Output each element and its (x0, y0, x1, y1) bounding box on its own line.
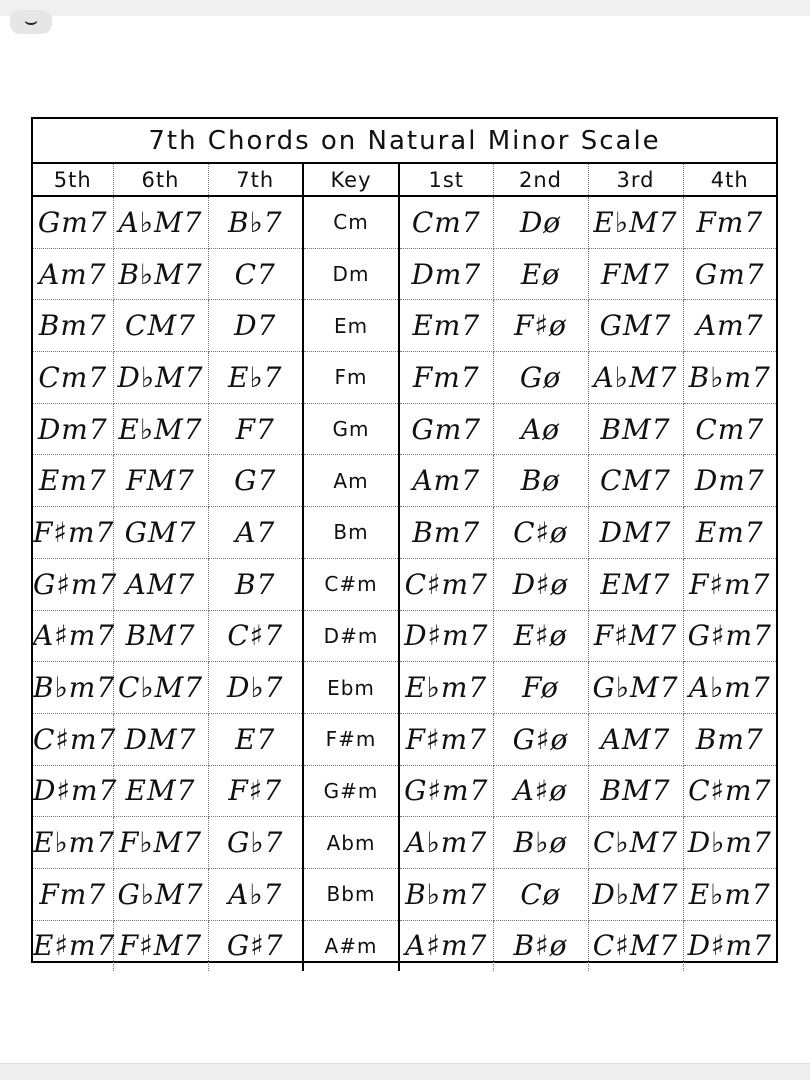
chord-cell: D♯m7 (687, 929, 772, 963)
chord-cell: G♭M7 (113, 868, 208, 920)
chord-cell: F♯7 (208, 765, 303, 817)
chord-cell: D♯m7 (399, 610, 493, 662)
table-row (33, 920, 776, 971)
chord-cell: B7 (208, 558, 303, 610)
chord-cell: BM7 (588, 765, 683, 817)
chord-cell: FM7 (113, 455, 208, 507)
chord-cell: A♭m7 (683, 662, 776, 714)
chord-cell: Gm7 (399, 403, 493, 455)
chord-cell: F♯m7 (399, 713, 493, 765)
chord-cell: EM7 (588, 558, 683, 610)
chord-cell: Bm7 (399, 507, 493, 559)
chord-cell: Em7 (683, 507, 776, 559)
chord-cell: Fm7 (33, 868, 113, 920)
chord-cell: E♯ø (493, 610, 588, 662)
chord-cell: D♭m7 (683, 817, 776, 869)
column-header: 4th (683, 164, 776, 196)
chord-cell: Fm7 (683, 196, 776, 248)
key-cell: Ebm (303, 662, 399, 714)
chord-cell: E♭M7 (588, 196, 683, 248)
chord-cell: Dm7 (33, 403, 113, 455)
chord-cell: E♭M7 (113, 403, 208, 455)
chord-cell: B♭m7 (33, 662, 113, 714)
chord-cell: A♯m7 (399, 920, 493, 971)
chord-cell: E7 (208, 713, 303, 765)
chevron-down-icon: ⌣ (23, 9, 39, 34)
chord-cell: Bø (493, 455, 588, 507)
chord-cell: F♯M7 (113, 920, 208, 971)
chord-cell: D♯m7 (33, 765, 113, 817)
chord-cell: AM7 (588, 713, 683, 765)
chord-cell: DM7 (113, 713, 208, 765)
chord-cell: Dm7 (399, 248, 493, 300)
chord-cell: F♯m7 (683, 558, 776, 610)
chord-cell: F♭M7 (113, 817, 208, 869)
table-row (33, 352, 776, 404)
chord-cell: Bm7 (683, 713, 776, 765)
table-row (33, 713, 776, 765)
column-header: 6th (113, 164, 208, 196)
chord-cell: G♭M7 (588, 662, 683, 714)
chord-cell: B♯ø (493, 920, 588, 971)
key-cell: F#m (303, 713, 399, 765)
chord-cell: Dm7 (683, 455, 776, 507)
chord-cell: GM7 (113, 507, 208, 559)
chord-cell: C♯7 (208, 610, 303, 662)
chord-cell: A♯ø (493, 765, 588, 817)
chord-cell: B♭m7 (683, 352, 776, 404)
chord-cell: Am7 (33, 248, 113, 300)
chord-cell: GM7 (588, 300, 683, 352)
collapse-button[interactable] (10, 10, 52, 34)
chord-cell: G♯m7 (399, 765, 493, 817)
chord-cell: D♭M7 (113, 352, 208, 404)
chord-cell: Cø (493, 868, 588, 920)
key-cell: Gm (303, 403, 399, 455)
chord-cell: D♭7 (208, 662, 303, 714)
key-cell: Em (303, 300, 399, 352)
chord-cell: A♭M7 (588, 352, 683, 404)
chord-cell: CM7 (588, 455, 683, 507)
chord-cell: Gm7 (33, 196, 113, 248)
chord-cell: A7 (208, 507, 303, 559)
chord-cell: Bm7 (33, 300, 113, 352)
chord-cell: G♭7 (208, 817, 303, 869)
chord-cell: G7 (208, 455, 303, 507)
chord-cell: AM7 (113, 558, 208, 610)
chord-cell: Gm7 (683, 248, 776, 300)
chord-cell: DM7 (588, 507, 683, 559)
table-row (33, 765, 776, 817)
chord-cell: C♯ø (493, 507, 588, 559)
chord-cell: B♭m7 (399, 868, 493, 920)
chord-cell: Aø (493, 403, 588, 455)
table-row (33, 455, 776, 507)
chord-cell: Am7 (399, 455, 493, 507)
table-row (33, 662, 776, 714)
table-row (33, 300, 776, 352)
chord-cell: F♯m7 (33, 507, 113, 559)
key-cell: Abm (303, 817, 399, 869)
chord-cell: F♯ø (493, 300, 588, 352)
chord-rows (33, 196, 776, 971)
column-header: 7th (208, 164, 303, 196)
table-row (33, 558, 776, 610)
column-header: Key (303, 164, 399, 196)
chart-title: 7th Chords on Natural Minor Scale (33, 119, 776, 164)
key-cell: D#m (303, 610, 399, 662)
chord-cell: Am7 (683, 300, 776, 352)
chord-cell: Dø (493, 196, 588, 248)
key-cell: Am (303, 455, 399, 507)
chord-cell: F♯M7 (588, 610, 683, 662)
chord-cell: G♯7 (208, 920, 303, 971)
chord-cell: Fø (493, 662, 588, 714)
chord-cell: F7 (208, 403, 303, 455)
chord-cell: C♭M7 (588, 817, 683, 869)
chord-cell: E♭7 (208, 352, 303, 404)
header-row (33, 164, 776, 196)
chord-cell: G♯m7 (683, 610, 776, 662)
column-header: 1st (399, 164, 493, 196)
chord-table (33, 164, 776, 971)
chord-cell: B♭M7 (113, 248, 208, 300)
chord-cell: D♭M7 (588, 868, 683, 920)
key-cell: Dm (303, 248, 399, 300)
chord-cell: C♯m7 (33, 713, 113, 765)
top-bar (0, 0, 810, 16)
chord-cell: G♯m7 (33, 558, 113, 610)
table-row (33, 196, 776, 248)
chord-cell: C♯m7 (683, 765, 776, 817)
chord-cell: Cm7 (683, 403, 776, 455)
chord-cell: BM7 (113, 610, 208, 662)
table-row (33, 610, 776, 662)
chord-cell: Em7 (33, 455, 113, 507)
chord-cell: A♭m7 (399, 817, 493, 869)
chord-cell: Gø (493, 352, 588, 404)
table-row (33, 248, 776, 300)
chord-cell: B♭ø (493, 817, 588, 869)
key-cell: C#m (303, 558, 399, 610)
chord-cell: E♭m7 (399, 662, 493, 714)
chord-cell: A♭M7 (113, 196, 208, 248)
chord-cell: CM7 (113, 300, 208, 352)
chord-cell: Cm7 (33, 352, 113, 404)
chord-cell: E♯m7 (33, 920, 113, 971)
chord-cell: Fm7 (399, 352, 493, 404)
chord-cell: E♭m7 (683, 868, 776, 920)
chord-chart (31, 117, 778, 963)
key-cell: Bbm (303, 868, 399, 920)
column-header: 3rd (588, 164, 683, 196)
chord-cell: C♯m7 (399, 558, 493, 610)
chord-cell: B♭7 (208, 196, 303, 248)
chord-cell: D♯ø (493, 558, 588, 610)
key-cell: G#m (303, 765, 399, 817)
chord-cell: C7 (208, 248, 303, 300)
chord-cell: C♯M7 (588, 920, 683, 971)
chord-cell: Cm7 (399, 196, 493, 248)
key-cell: Cm (303, 196, 399, 248)
chord-cell: E♭m7 (33, 817, 113, 869)
chord-cell: C♭M7 (113, 662, 208, 714)
chord-cell: A♯m7 (33, 610, 113, 662)
key-cell: Fm (303, 352, 399, 404)
table-row (33, 868, 776, 920)
chord-cell: G♯ø (493, 713, 588, 765)
chord-cell: BM7 (588, 403, 683, 455)
column-header: 2nd (493, 164, 588, 196)
bottom-bar (0, 1063, 810, 1080)
chord-cell: Eø (493, 248, 588, 300)
key-cell: A#m (303, 920, 399, 971)
chord-cell: EM7 (113, 765, 208, 817)
table-row (33, 403, 776, 455)
chord-cell: D7 (208, 300, 303, 352)
chord-cell: FM7 (588, 248, 683, 300)
key-cell: Bm (303, 507, 399, 559)
chord-cell: A♭7 (208, 868, 303, 920)
table-row (33, 507, 776, 559)
column-header: 5th (33, 164, 113, 196)
chord-cell: Em7 (399, 300, 493, 352)
table-row (33, 817, 776, 869)
